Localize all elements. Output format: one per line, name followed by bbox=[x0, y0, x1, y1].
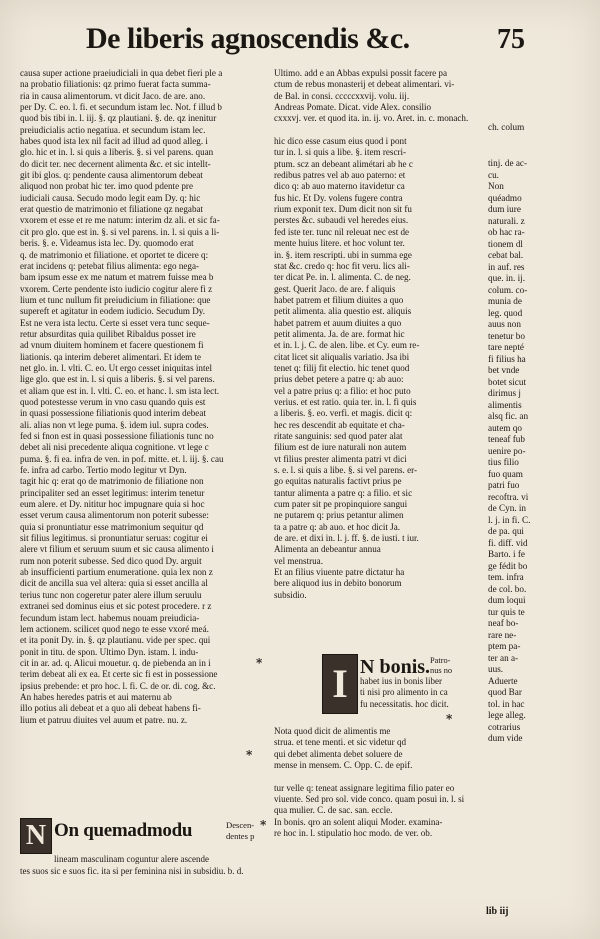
left-column bbox=[20, 68, 268, 726]
text-line: re hoc in. l. stipulatio hoc modo. de ver. ob. bbox=[274, 828, 433, 839]
text-line: ab insufficienti partium enumeratione. quia lex non z bbox=[20, 567, 213, 578]
gloss-line: munia de bbox=[488, 296, 522, 306]
folio-number: 75 bbox=[497, 24, 525, 55]
gloss-line: autem qo bbox=[488, 422, 522, 433]
gloss-line: Aduerte bbox=[488, 675, 518, 686]
decorated-initial-n: N bbox=[20, 818, 52, 854]
text-line: ritate sanguinis: sed quod pater alat bbox=[274, 431, 403, 441]
gloss-line: auus non bbox=[488, 319, 521, 329]
gloss-line: de pa. qui bbox=[488, 526, 524, 536]
text-line: viuente. Sed pro sol. vide conco. quam posui in. l. si bbox=[274, 794, 465, 805]
gloss-line: tol. in hac bbox=[488, 698, 525, 709]
text-line: tenet q: filij fit electio. hic tenet quod bbox=[274, 362, 410, 373]
bonis-side-line: nus no bbox=[430, 666, 453, 675]
text-line: et in. l. j. C. de alen. libe. et Cy. eum re- bbox=[274, 340, 420, 351]
text-line: liationis. qa interim deberet alimentari. Et idem te bbox=[20, 351, 202, 362]
gloss-line: in auf. res bbox=[488, 261, 525, 272]
gloss-line: lege alleg. bbox=[488, 710, 526, 720]
text-line: ptum. scz an debeant alimétari ab he c bbox=[274, 158, 413, 169]
text-line: mense in mensem. C. Opp. C. de epif. bbox=[274, 760, 413, 771]
text-line: fecundum istam lect. habemus nouam preiudicia- bbox=[20, 612, 200, 623]
gloss-line: dum iure bbox=[488, 204, 521, 214]
text-line: do dicit ter. nec decernent alimenta &c. et sic intellt- bbox=[20, 158, 211, 169]
text-line: fe. infra ad carbo. Tertio modo legitur vt Dyn. bbox=[20, 465, 187, 476]
text-line: vel menstrua. bbox=[274, 555, 323, 566]
gloss-line: uus. bbox=[488, 664, 504, 674]
gloss-line: recoftra. vi bbox=[488, 491, 529, 502]
gloss-line: ch. colum bbox=[488, 122, 525, 132]
text-line: tur in. l. si quis a libe. §. item rescri- bbox=[274, 147, 407, 158]
gloss-line: que. in. ij. bbox=[488, 273, 526, 283]
text-line: quod bis tibi in. l. iij. §. qz plautiani. §. de. qz inenitur bbox=[20, 113, 217, 124]
text-line: a liberis. §. eo. verfi. et magis. dicit q: bbox=[274, 408, 413, 419]
gloss-line: Barto. i fe bbox=[488, 549, 525, 559]
section-heading bbox=[20, 818, 278, 888]
text-line: ali. alias non vt lege puma. §. idem iul. supra codes. bbox=[20, 419, 209, 430]
gloss-line: teneaf fub bbox=[488, 434, 525, 444]
text-line: perstes &c. subaudi vel heredes eius. bbox=[274, 215, 409, 226]
gloss-line: cotrarius bbox=[488, 721, 521, 732]
gloss-line: cu. bbox=[488, 169, 499, 180]
text-line: citat licet sit aliqualis variatio. Jsa ibi bbox=[274, 351, 410, 362]
text-line: habes quod ista lex nil facit ad illud ad quod alleg. i bbox=[20, 136, 208, 147]
text-line: et aliam que est in. l. vlti. C. eo. et hanc. l. sm ista lect. bbox=[20, 385, 220, 396]
gloss-line: ter an a- bbox=[488, 652, 519, 663]
gloss-line: de Cyn. in bbox=[488, 503, 527, 513]
gloss-line: tem. infra bbox=[488, 572, 524, 582]
text-line: gest. Querit Jaco. de are. f aliquis bbox=[274, 283, 396, 294]
text-line: erat incidens q: petebat filius alimenta: ego nega- bbox=[20, 260, 200, 271]
text-line: in quasi possessione filiationis quod interim debeat bbox=[20, 408, 206, 419]
text-line: ta a patre q: ab auo. et hoc dicit Ja. bbox=[274, 521, 400, 532]
text-line: Nota quod dicit de alimentis me bbox=[274, 726, 391, 736]
text-line: qua mulier. C. de sac. san. eccle. bbox=[274, 805, 393, 816]
text-line: terius tunc non cogeretur pater alere illum seruulu bbox=[20, 589, 202, 600]
text-line: dicit de ancilla sua vel altera: quia si esset ancilla al bbox=[20, 578, 208, 589]
text-line: vel a patre prius q: a filio: et hoc puto bbox=[274, 385, 411, 396]
heading-title: On quemadmodu bbox=[54, 820, 193, 841]
text-line: preiudicialis actio negatiua. et secundum istam lec. bbox=[20, 124, 206, 135]
text-line: lium et tunc nullum fit preiudicium in filiatione: que bbox=[20, 294, 211, 305]
text-line: ad vnum diuitem hominem et facere questionem fi bbox=[20, 340, 204, 351]
heading-side-line: Descen- bbox=[226, 820, 255, 830]
text-line: prius debet petere a patre q: ab auo: bbox=[274, 374, 404, 385]
gloss-line: tius filio bbox=[488, 457, 519, 467]
gloss-line: leg. quod bbox=[488, 307, 523, 318]
text-line: ipsius prebende: et pro hoc. l. fi. C. de or. di. cog. &c. bbox=[20, 680, 216, 691]
text-line: quia si pronuntiatur esse matrimonium sequitur qd bbox=[20, 521, 204, 532]
decorated-initial-i: I bbox=[322, 654, 358, 714]
bonis-side-note bbox=[430, 656, 452, 676]
text-line: subsidio. bbox=[274, 589, 307, 600]
text-line: In bonis. qro an solent aliqui Moder. examina- bbox=[274, 816, 443, 827]
text-line: stat &c. credo q: hoc fit veru. lics ali- bbox=[274, 260, 410, 271]
text-line: fed si fnon est in quasi possessione filiationis tunc no bbox=[20, 431, 214, 441]
text-line: strua. et tene menti. et sic videtur qd bbox=[274, 737, 407, 748]
text-line: An habes heredes patris et aui maternu ab bbox=[20, 691, 172, 702]
text-line: Alimenta an debeantur annua bbox=[274, 544, 381, 555]
text-line: petit alimenta. alia questio est. aliquis bbox=[274, 306, 412, 317]
text-line: extranei sed dominus eius et sic potest procedere. r z bbox=[20, 601, 212, 612]
text-line: qui debet alimenta debet soluere de bbox=[274, 748, 403, 759]
text-line: verius. et est ratio. quia ter. in. l. fi quis bbox=[274, 396, 417, 407]
text-line bbox=[274, 125, 486, 136]
text-line: ponit in titu. de spon. Ultimo Dyn. istam. l. indu- bbox=[20, 646, 199, 657]
text-line: Andreas Pomate. Dicat. vide Alex. consilio bbox=[274, 102, 432, 113]
bonis-line: habet ius in bonis liber bbox=[360, 676, 442, 686]
text-line: tantur alimenta a patre q: a filio. et sic bbox=[274, 487, 413, 498]
gloss-line: dum loqui bbox=[488, 595, 526, 605]
text-line: ter dicat Pe. in. l. alimenta. C. de neg. bbox=[274, 272, 411, 283]
gloss-line: botet sicut bbox=[488, 376, 527, 387]
gloss-line: cebat bal. bbox=[488, 250, 524, 260]
text-line: mente huius litere. et hoc volunt ter. bbox=[274, 238, 405, 249]
gloss-line: bet vnde bbox=[488, 365, 520, 375]
text-line: ctum de rebus monasterij et debeat alimentari. vi- bbox=[274, 79, 455, 90]
text-line: lem actionem. scilicet quod nego te esse vxoré meá. bbox=[20, 623, 209, 634]
gloss-line: ptem pa- bbox=[488, 641, 521, 651]
heading-side-line: dentes p bbox=[226, 830, 255, 841]
text-line: petit alimenta. Ja. de are. format hic bbox=[274, 328, 405, 339]
text-line: cum pater sit pe propinquiore sangui bbox=[274, 499, 408, 510]
gloss-line: fi filius ha bbox=[488, 353, 526, 364]
text-line: s. e. l. si quis a libe. §. si vel parens. er- bbox=[274, 465, 418, 476]
text-line: redibus patres vel ab auo paterno: et bbox=[274, 170, 406, 181]
text-line: beris. §. e. Videamus ista lec. Dy. quomodo erat bbox=[20, 238, 194, 249]
right-column-after bbox=[274, 726, 486, 839]
text-line: supereft et agitatur in eodem iudicio. Secudum Dy. bbox=[20, 306, 206, 317]
text-line: tagit hic q: erat qo de matrimonio de filiatione non bbox=[20, 476, 204, 487]
text-line: ria in causa alimentorum. vt dicit Jaco. de are. ano. bbox=[20, 90, 206, 101]
text-line: illo potius ali debeat et a quo ali debeat habens fi- bbox=[20, 703, 201, 714]
gloss-line: tionem dl bbox=[488, 238, 523, 249]
text-line: rum non poterit subesse. Sed dico quod Dy. arguit bbox=[20, 555, 202, 566]
gloss-line: fi. diff. vid bbox=[488, 537, 528, 548]
text-line: debet ali nisi precedente aliqua cognitione. vt lege c bbox=[20, 442, 209, 453]
bonis-line: ti nisi pro alimento in ca bbox=[360, 687, 448, 698]
text-line: Ultimo. add e an Abbas expulsi possit facere pa bbox=[274, 68, 447, 78]
gloss-line: uenire po- bbox=[488, 445, 526, 456]
text-line: rium exponit tex. Dum dicit non sit fu bbox=[274, 204, 412, 215]
text-line: de Bal. in consi. cccccxxvij. volu. iij. bbox=[274, 90, 410, 101]
text-line: terim debeat ali ex ea. Et certe sic fi est in possessione bbox=[20, 669, 218, 680]
text-line: retur absurditas quia quilibet Ribaldus posset ire bbox=[20, 328, 196, 339]
text-line: habet patrem et auum diuites a quo bbox=[274, 317, 402, 328]
text-line bbox=[274, 771, 486, 782]
text-line: erat questio de matrimonio et filiatione qz negabat bbox=[20, 204, 204, 215]
text-line: filium est de iure naturali non autem bbox=[274, 442, 407, 453]
text-line: na probatio filiationis: qz primo fuerat facta summa- bbox=[20, 79, 211, 90]
text-line: ne putarem q: prius petantur alimen bbox=[274, 510, 404, 521]
bonis-lines bbox=[360, 676, 449, 710]
text-line: go equitas naturalis factivt prius pe bbox=[274, 476, 402, 487]
text-line: per Dy. C. eo. l. fi. et secundum istam lec. Not. f illud b bbox=[20, 102, 222, 113]
text-line: glo. hic et in. l. si quis a liberis. §. si vel parens. quan bbox=[20, 147, 214, 158]
text-line: de are. et dixi in. l. j. ff. §. de iusti. t iur. bbox=[274, 533, 419, 544]
text-line: lige glo. que est in. l. si quis a liberis. §. si vel parens. bbox=[20, 374, 215, 385]
gloss-line: tur quis te bbox=[488, 606, 525, 617]
gloss-line: de col. bo. bbox=[488, 583, 527, 594]
text-line: lium et patruu diuites vel auum et patre. nu. z. bbox=[20, 714, 188, 725]
right-column bbox=[274, 68, 486, 601]
bonis-title: N bonis. bbox=[360, 656, 431, 678]
asterisk-mark: * bbox=[260, 818, 267, 832]
gloss-column bbox=[488, 158, 560, 745]
gloss-line: alsq fic. an bbox=[488, 411, 529, 421]
text-line: dico q: ab auo materno itavidetur ca bbox=[274, 181, 405, 192]
text-line: habet patrem et filium diuites a quo bbox=[274, 294, 404, 305]
gloss-line: ob hac ra- bbox=[488, 227, 525, 237]
gloss-line: Non bbox=[488, 181, 504, 191]
gloss-top bbox=[488, 122, 560, 134]
heading-line: tes suos sic e suos fic. ita si per feminina nisi in subsidiu. b. d. bbox=[20, 866, 244, 876]
text-line: Et an filius viuente patre dictatur ha bbox=[274, 567, 405, 578]
text-line: causa super actione praeiudiciali in qua debet fieri ple a bbox=[20, 68, 223, 78]
asterisk-mark: * bbox=[256, 656, 263, 670]
text-line: puma. §. fi ea. infra de ven. in pof. mitte. et. l. iij. §. cau bbox=[20, 453, 224, 464]
text-line: Est ne vera ista lectu. Certe si esset vera tunc seque- bbox=[20, 317, 210, 328]
gloss-line: tinj. de ac- bbox=[488, 158, 528, 168]
gloss-line: dirimus j bbox=[488, 388, 521, 398]
gloss-line: patri fuo bbox=[488, 480, 520, 490]
gloss-line: quéadmo bbox=[488, 192, 522, 203]
text-line: hec res descendit ab equitate et cha- bbox=[274, 419, 405, 430]
text-line: bam ipsum esse ex me natum et matrem fuisse mea b bbox=[20, 272, 214, 283]
text-line: net glo. in. l. vlti. C. eo. Ut ergo cesset iniquitas intel bbox=[20, 362, 213, 373]
heading-side-note bbox=[226, 820, 254, 841]
gloss-line: dum vide bbox=[488, 733, 523, 743]
gloss-line: colum. co- bbox=[488, 284, 528, 295]
text-line: iudiciali causa. Secudo modo legit eam Dy. q: hic bbox=[20, 192, 201, 203]
text-line: fed iste ter. tunc nil releuat nec est de bbox=[274, 226, 410, 237]
gloss-line: l. j. in fi. C. bbox=[488, 514, 531, 525]
text-line: q. de matrimonio et filiatione. et oportet te dicere q: bbox=[20, 249, 209, 260]
bonis-side-line: Patro- bbox=[430, 656, 451, 665]
text-line: alere vt filium et seruum suum et sic causa alimento i bbox=[20, 544, 214, 555]
gloss-line: ge fédit bo bbox=[488, 560, 528, 571]
text-line: git ibi glos. q: pendente causa alimentorum debeat bbox=[20, 170, 203, 181]
gloss-line: quod Bar bbox=[488, 687, 522, 697]
text-line: cxxxvj. ver. et quod ita. in. ij. vo. Aret. in. c. monach. bbox=[274, 113, 469, 124]
gloss-line: neaf bo- bbox=[488, 618, 519, 628]
text-line: bere aliquod ius in debito bonorum bbox=[274, 578, 402, 589]
text-line: cit in ar. ad. q. Alicui mouetur. q. de piebenda an in i bbox=[20, 657, 211, 668]
asterisk-mark: * bbox=[246, 748, 253, 762]
gloss-line: alimentis bbox=[488, 399, 522, 410]
catchword: lib iij bbox=[486, 906, 509, 917]
text-line: sit filius legitimus. si pronuntiatur seruas: cogitur ei bbox=[20, 533, 208, 544]
text-line: quod potestesse verum in vno casu quando quis est bbox=[20, 396, 206, 407]
running-head: De liberis agnoscendis &c. bbox=[86, 22, 410, 55]
text-line: vxorem. Certe pendente isto iudicio cogitur alere fi z bbox=[20, 283, 213, 294]
text-line: vt filius prester alimenta patri vt dici bbox=[274, 453, 407, 464]
gloss-line: fuo quam bbox=[488, 468, 523, 479]
gloss-line: rare ne- bbox=[488, 629, 517, 640]
in-bonis-heading bbox=[322, 654, 482, 724]
text-line: tur velle q: teneat assignare legitima filio pater eo bbox=[274, 782, 455, 793]
bonis-line: fu necessitatis. hoc dicit. bbox=[360, 698, 449, 709]
heading-line: lineam masculinam coguntur alere ascende bbox=[54, 854, 209, 864]
gloss-line: naturali. z bbox=[488, 215, 525, 226]
gloss-line: tare nepté bbox=[488, 342, 524, 352]
text-line: principaliter sed an esset legitimus: interim tenetur bbox=[20, 487, 205, 498]
text-line: hic dico esse casum eius quod i pont bbox=[274, 136, 407, 147]
text-line: eum alere. et Dy. nititur hoc impugnare quia si hoc bbox=[20, 499, 205, 510]
text-line: esset verum causa alimentorum non poterit subesse: bbox=[20, 510, 209, 521]
text-line: cit pro glo. que est in. §. si vel parens. in. l. si quis a li- bbox=[20, 226, 220, 237]
text-line: in. §. item rescripti. ubi in summa ege bbox=[274, 249, 412, 260]
text-line: fus hic. Et Dy. volens fugere contra bbox=[274, 192, 403, 203]
gloss-line: tenetur bo bbox=[488, 330, 525, 341]
text-line: vxorem et esse et re me natum: interim dz ali. et sic fa- bbox=[20, 215, 220, 226]
text-line: et ita ponit Dy. in. §. qz plautianu. vide per spec. qui bbox=[20, 635, 211, 646]
text-line: aliquod non probat hic ter. imo quod pdente pre bbox=[20, 181, 193, 192]
asterisk-mark: * bbox=[446, 712, 453, 726]
